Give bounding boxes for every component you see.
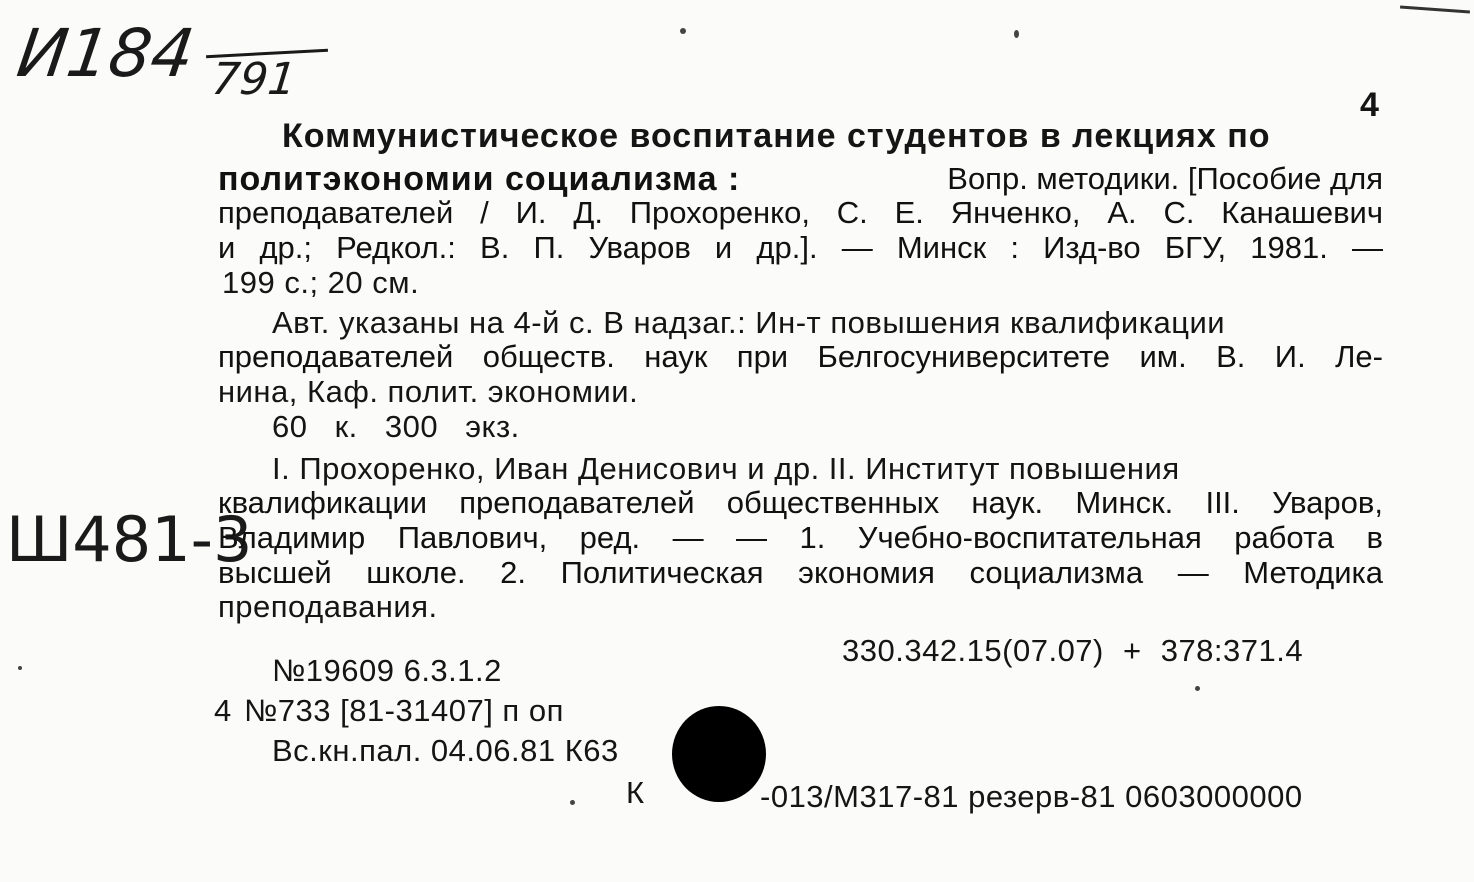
title-line-2-rest: Вопр. методики. [Пособие для <box>947 161 1383 196</box>
handwritten-code-side: Ш481-3 <box>6 503 253 576</box>
edge-scratch <box>1400 6 1470 14</box>
card-number: 4 <box>1360 86 1380 124</box>
record-number: №19609 6.3.1.2 <box>272 653 502 688</box>
price-line: 60 к. 300 экз. <box>272 409 520 444</box>
code-line-rest: -013/М317-81 резерв-81 0603000000 <box>760 779 1303 814</box>
note-line-2: преподавателей обществ. наук при Белгосуниверситете им. В. И. Ле- <box>218 339 1383 374</box>
title-line-1: Коммунистическое воспитание студентов в лекциях по <box>282 117 1271 155</box>
note-line-3: нина, Каф. полит. экономии. <box>218 374 639 409</box>
entries-line-1: I. Прохоренко, Иван Денисович и др. II. Институт повышения <box>272 451 1180 486</box>
speck <box>1014 30 1019 38</box>
line-4: и др.; Редкол.: В. П. Уваров и др.]. — Минск : Изд-во БГУ, 1981. — <box>218 230 1383 265</box>
handwritten-code-sub: 791 <box>209 54 299 105</box>
title-line-2-bold: политэкономии социализма : <box>218 160 741 198</box>
title-line-2 <box>218 162 1383 197</box>
entries-line-5: преподавания. <box>218 589 438 624</box>
entries-line-2: квалификации преподавателей общественных наук. Минск. III. Уваров, <box>218 485 1383 520</box>
ink-blot <box>672 706 766 802</box>
record-line-2-prefix: 4 <box>214 693 232 728</box>
speck <box>18 666 22 670</box>
entries-line-3: Владимир Павлович, ред. — — 1. Учебно-воспитательная работа в <box>218 520 1383 555</box>
handwritten-code-top: И184 <box>12 15 199 92</box>
speck <box>680 28 686 34</box>
chamber-line: Вс.кн.пал. 04.06.81 К63 <box>272 733 619 768</box>
code-line-k: К <box>626 775 645 810</box>
speck <box>570 800 575 805</box>
note-line-1: Авт. указаны на 4-й с. В надзаг.: Ин-т повышения квалификации <box>272 305 1226 340</box>
record-line-2: №733 [81-31407] п оп <box>244 693 564 728</box>
speck <box>1195 686 1200 691</box>
entries-line-4: высшей школе. 2. Политическая экономия социализма — Методика <box>218 555 1383 590</box>
line-3: преподавателей / И. Д. Прохоренко, С. Е. Янченко, А. С. Канашевич <box>218 195 1383 230</box>
line-5: 199 с.; 20 см. <box>222 265 420 300</box>
classification: 330.342.15(07.07) + 378:371.4 <box>842 633 1304 668</box>
